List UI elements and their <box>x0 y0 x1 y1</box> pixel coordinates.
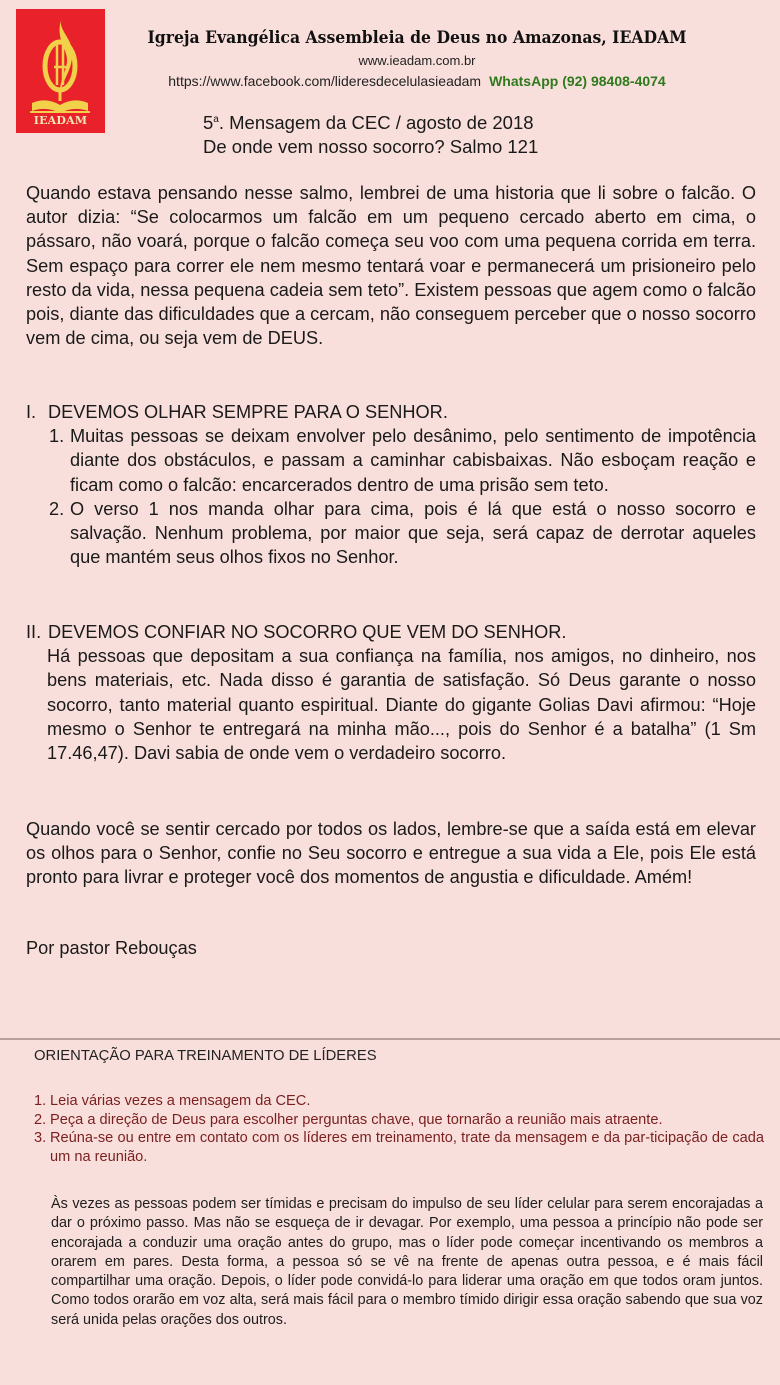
item-number: 1. <box>49 426 65 447</box>
item-text: Muitas pessoas se deixam envolver pelo desânimo, pelo sentimento de impotência diante dos obstáculos, e passam a caminhar cabisbaixas. Não esboçam reação e ficam como o falcão: encarcerados dentro de uma prisão sem teto. <box>70 426 756 495</box>
section-2-text: Há pessoas que depositam a sua confiança na família, nos amigos, no dinheiro, nos bens materiais, etc. Nada disso é garantia de satisfação. Só Deus garante o nosso socorro, tanto material quanto espiritual. Diante do gigante Golias Davi afirmou: “Hoje mesmo o Senhor te entregará na minha mão..., pois do Senhor é a batalha” (1 Sm 17.46,47). Davi sabia de onde vem o verdadeiro socorro. <box>47 646 756 764</box>
section-1-item <box>26 424 756 497</box>
section-2 <box>26 620 756 765</box>
section-1-title: DEVEMOS OLHAR SEMPRE PARA O SENHOR. <box>48 402 448 422</box>
section-2-numeral: II. <box>26 622 42 642</box>
guide-item-text: Peça a direção de Deus para escolher perguntas chave, que tornarão a reunião mais atraente. <box>50 1111 663 1128</box>
item-number: 2. <box>49 498 65 519</box>
section-1-item <box>26 497 756 570</box>
guide-item <box>34 1092 764 1111</box>
whatsapp-contact[interactable]: WhatsApp (92) 98408-4074 <box>489 73 666 89</box>
message-header <box>203 108 538 159</box>
section-1 <box>26 400 756 569</box>
section-divider <box>0 1038 780 1040</box>
contact-line <box>107 73 727 89</box>
guide-item-text: Leia várias vezes a mensagem da CEC. <box>50 1093 311 1109</box>
closing-paragraph: Quando você se sentir cercado por todos os lados, lembre-se que a saída está em elevar os olhos para o Senhor, confie no Seu socorro e entregue a sua vida a Ele, pois Ele está pronto para livrar e proteger você dos momentos de angustia e dificuldade. Amém! <box>26 819 756 888</box>
facebook-link[interactable]: https://www.facebook.com/lideresdecelulasieadam <box>168 73 482 89</box>
section-1-heading <box>26 400 756 424</box>
guide-item-number: 2. <box>34 1111 47 1128</box>
message-title <box>203 108 538 135</box>
guide-item-number: 3. <box>34 1130 47 1147</box>
intro-paragraph: Quando estava pensando nesse salmo, lembrei de uma historia que li sobre o falcão. O autor dizia: “Se colocarmos um falcão em um pequeno cercado aberto em cima, o pássaro, não voará, porque o falcão começa seu voo com uma pequena corrida em terra. Sem espaço para correr ele nem mesmo tentará voar e permanecerá um prisioneiro pelo resto da vida, nessa pequena cadeia sem teto”. Existem pessoas que agem como o falcão pois, diante das dificuldades que a cercam, não conseguem perceber que o nosso socorro vem de cima, ou seja vem de DEUS. <box>26 183 756 349</box>
guide-item <box>34 1129 764 1166</box>
guide-item-text: Reúna-se ou entre em contato com os líderes em treinamento, trate da mensagem e da par-ticipação de cada um na reunião. <box>50 1130 764 1165</box>
author-signature: Por pastor Rebouças <box>26 938 197 958</box>
website-link[interactable]: www.ieadam.com.br <box>358 53 476 68</box>
message-number: 5 <box>203 112 214 133</box>
section-2-title: DEVEMOS CONFIAR NO SOCORRO QUE VEM DO SENHOR. <box>48 622 567 642</box>
message-ordinal: a <box>213 114 219 125</box>
guide-list <box>34 1092 764 1166</box>
guide-paragraph: Às vezes as pessoas podem ser tímidas e precisam do impulso de seu líder celular para serem encorajadas a dar o próximo passo. Mas não se esqueça de ir devagar. Por exemplo, uma pessoa a princípio não pode ser encorajada a conduzir uma oração antes do grupo, mas o líder pode começar incentivando os membros a orarem em pares. Desta forma, a pessoa só se vê na frente de apenas outra pessoa, e é mais fácil compartilhar uma oração. Depois, o líder pode convidá-lo para liderar uma oração em que todos oram juntos. Como todos orarão em voz alta, será mais fácil para o membro tímido dirigir essa oração sabendo que sua voz será unida pelas orações dos outros. <box>51 1196 763 1328</box>
ieadam-logo <box>16 9 105 133</box>
guide-title: ORIENTAÇÃO PARA TREINAMENTO DE LÍDERES <box>34 1048 377 1064</box>
item-text: O verso 1 nos manda olhar para cima, pois é lá que está o nosso socorro e salvação. Nenhum problema, por maior que seja, será capaz de derrotar aqueles que mantém seus olhos fixos no Senhor. <box>70 498 756 568</box>
logo-text: IEADAM <box>33 114 88 127</box>
guide-item-number: 1. <box>34 1093 47 1109</box>
organization-name: Igreja Evangélica Assembleia de Deus no Amazonas, IEADAM <box>147 28 687 48</box>
section-2-heading <box>26 620 756 644</box>
message-subtitle: De onde vem nosso socorro? Salmo 121 <box>203 136 539 157</box>
section-1-numeral: I. <box>26 402 37 422</box>
guide-item <box>34 1111 764 1130</box>
message-label: . Mensagem da CEC / agosto de 2018 <box>218 112 534 133</box>
